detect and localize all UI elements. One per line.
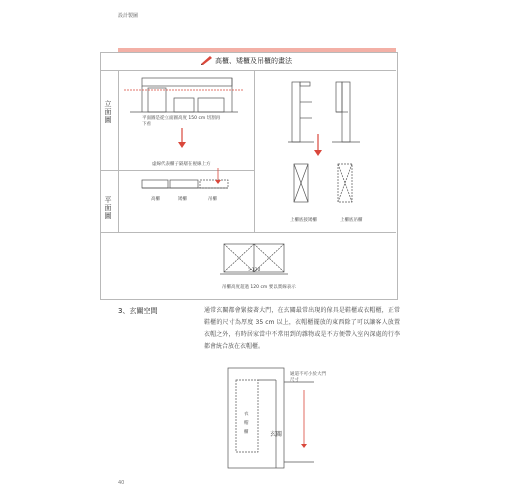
center-divider	[254, 70, 255, 232]
note-hanging-height: 平面圖是從立面圖高度 150 cm 切割再下看	[142, 116, 221, 127]
page-number: 40	[118, 480, 125, 486]
side-label-divider	[118, 70, 119, 232]
side-label-elevation: 立面圖	[104, 100, 112, 124]
elevation-plan-drawing	[120, 72, 252, 232]
label-hanging-cabinet: 吊櫃	[208, 197, 217, 202]
caption-tall-short: 上櫃底接矮櫃	[290, 218, 317, 223]
label-short-cabinet: 矮櫃	[178, 197, 187, 202]
note-hanging-over-120: 吊櫃高度超過 120 cm 要以實線表示	[222, 285, 296, 290]
cabinet-label: 衣帽櫃	[244, 412, 249, 435]
figure-title-divider	[100, 70, 396, 71]
label-tall-cabinet: 高櫃	[151, 197, 160, 202]
hanging-cabinet-plan	[210, 238, 300, 284]
section-drawings	[256, 72, 396, 232]
figure-title: 高櫃、矮櫃及吊櫃的畫法	[215, 57, 292, 65]
pencil-icon	[201, 55, 213, 65]
section-heading: 3、玄關空間	[118, 307, 158, 315]
section-body-text: 通常玄關都會緊接著大門，在玄關最常出現的傢具是鞋櫃或衣帽櫃，正常鞋櫃的尺寸為厚度 35 cm 以上，衣帽櫃擺放的東西除了可以讓客人放置衣帽之外，有時居家當中不常用到的雜物或是不方便帶入室內深處的行李都會統合放在衣帽櫃。	[204, 307, 400, 350]
caption-hanging: 上櫃底吊櫃	[340, 218, 363, 223]
note-cabinet-above: 虛線代表櫃子隔層在視線上方	[152, 162, 211, 167]
note-passage-width: 通道不可小於大門尺寸	[290, 372, 326, 383]
dimension-label: >120	[248, 268, 261, 273]
room-label-entrance: 玄關	[270, 431, 283, 438]
side-label-plan: 平面圖	[104, 196, 112, 220]
upper-lower-divider	[100, 232, 396, 233]
book-header-label: 設計製圖	[118, 13, 139, 19]
